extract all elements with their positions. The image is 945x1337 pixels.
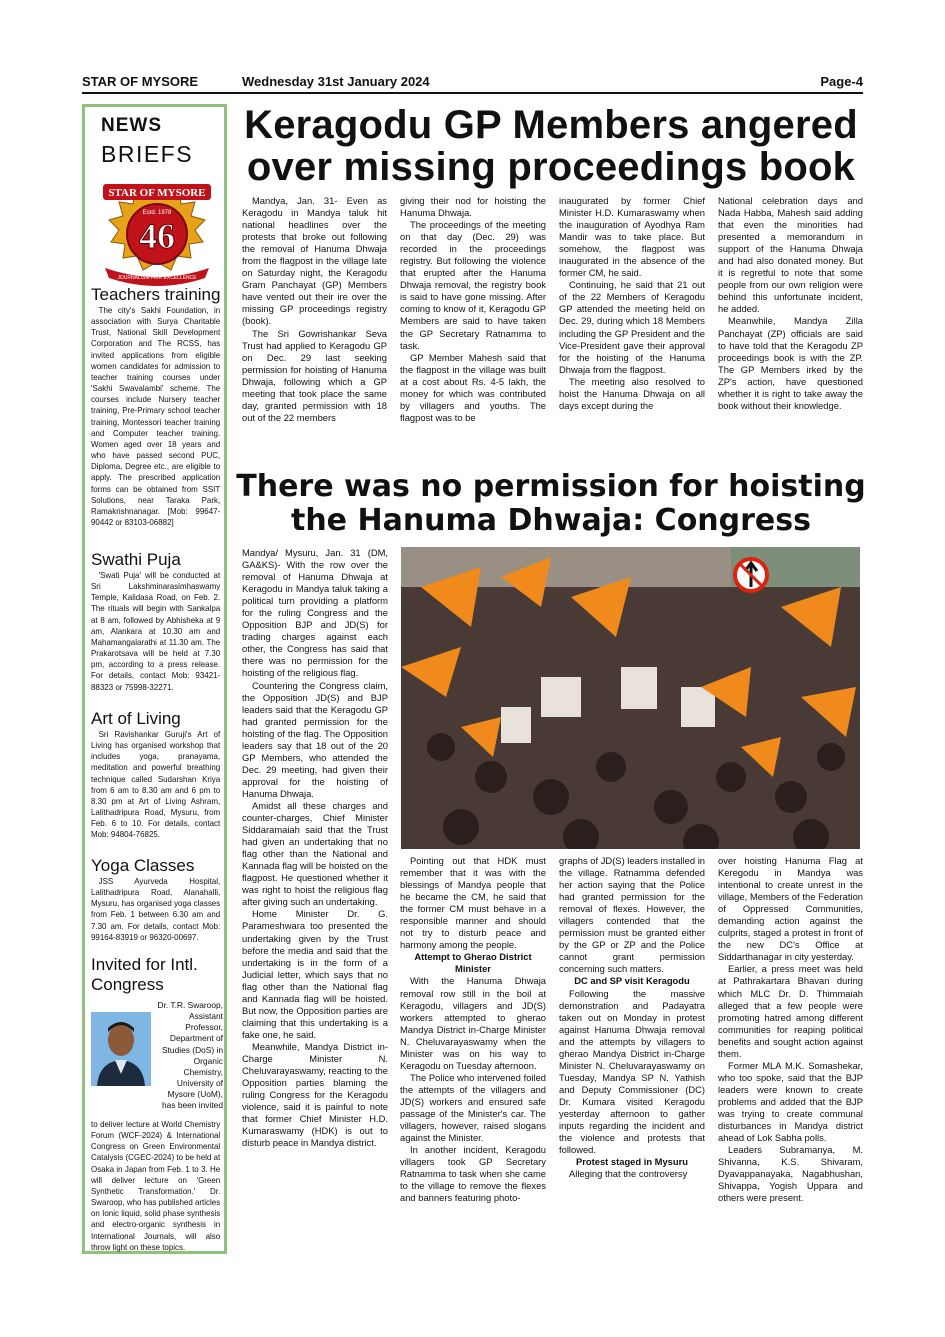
- subheading: DC and SP visit Keragodu: [574, 975, 690, 987]
- portrait-photo: [91, 1012, 151, 1086]
- header-rule: [82, 92, 863, 94]
- brief-heading: Art of Living: [91, 709, 181, 728]
- page-number: Page-4: [820, 74, 863, 89]
- brief-body-top: Dr. T.R. Swaroop, Assistant Professor, Department of Studies (DoS) in Organic Chemistry, University of Mysore (UoM), has been invited: [157, 1000, 223, 1111]
- paragraph: graphs of JD(S) leaders installed in the village. Ratnamma defended her action saying that the Police had granted permission for the removal of flexes. However, the villagers contended that the permission must be granted either by the GP or ZP and the Police cannot grant permission concerning such matters.: [559, 855, 705, 975]
- paragraph: GP Member Mahesh said that the flagpost in the village was built at a cost about Rs. 4-5 lakh, the money for which was contributed by villagers and youths. The flagpost was to be: [400, 351, 546, 423]
- paragraph: The Police who intervened foiled the attempts of the villagers and JD(S) workers and ensured safe passage of the Minister's car. The villagers, however, raised slogans against the Minister.: [400, 1071, 546, 1144]
- paragraph: Alleging that the controversy: [569, 1168, 688, 1180]
- brief-swathi-puja: [91, 550, 221, 693]
- paragraph: inaugurated by former Chief Minister H.D. Kumaraswamy when the inauguration of Ayodhya Ram Mandir was to take place. But somehow, the flagpost was inaugurated in the absence of the former CM, he said.: [559, 195, 705, 279]
- paragraph: Following the massive demonstration and Padayatra taken out on Monday in protest against Hanuma Dhwaja removal and the attempts by villagers to gherao Mandya District in-Charge Minister N. Cheluvarayaswamy on Tuesday, Mandya SP N. Yathish and Deputy Commissioner (DC) Dr. Kumara visited Keragodu yesterday afternoon to gather inputs regarding the incident and the violence and protests that followed.: [559, 987, 705, 1156]
- story1-column-3: [559, 195, 705, 412]
- story2-headline: [236, 470, 866, 538]
- brief-yoga-classes: [91, 856, 221, 943]
- headline-line: Keragodu GP Members angered: [244, 103, 858, 147]
- brief-art-of-living: [91, 709, 221, 841]
- story1-column-2: [400, 195, 546, 424]
- headline-line: over missing proceedings book: [246, 145, 856, 189]
- emblem-ribbon-text: JOURNALISM FAIR EXCELLENCE: [117, 275, 197, 281]
- paragraph: Leaders Subramanya, M. Shivanna, K.S. Shivaram, Dyavappanayaka, Nagabhushan, Shivappa, Yogish Uppara and others were present.: [718, 1144, 863, 1204]
- story2-column-2: [400, 855, 546, 1204]
- paragraph: National celebration days and Nada Habba, Mahesh said adding that even the minorities had presented a memorandum in support of the Hanuma Dhwaja and had also donated money. But it is regretful to note that some people from our own religion were behind this unfortunate incident, he added.: [718, 195, 863, 315]
- brief-intl-congress: [91, 955, 223, 1252]
- rally-crowd-photo: [401, 547, 860, 849]
- page-header: [82, 74, 863, 92]
- paragraph: The Sri Gowrishankar Seva Trust had applied to Keragodu GP on Dec. 29 last seeking permission for hoisting of Hanuma Dhwaja, following which a GP meeting that took place the same day, granted permission with 18 out of the 22 members: [242, 327, 387, 423]
- briefs-title-bottom: BRIEFS: [101, 141, 194, 167]
- masthead-name: STAR OF MYSORE: [82, 74, 199, 89]
- brief-body: to deliver lecture at World Chemistry Forum (WCF-2024) & International Congress on Green Environmental Catalysis (CGEC-2024) to be held at Osaka in Japan from Feb. 1 to 3. He will deliver lecture on 'Green Synthetic Transformation.' Dr. Swaroop, who has published articles on Ionic liquid, solid phase synthesis and electro-organic synthesis in International Journals, will also throw light on these topics.: [91, 1119, 221, 1252]
- news-briefs-sidebar: [82, 104, 227, 1254]
- paragraph: Mandya/ Mysuru, Jan. 31 (DM, GA&KS)- With the row over the removal of Hanuma Dhwaja at Keragodu in Mandya taluk taking a political turn providing a platform for the ruling Congress and the Opposition BJP and JD(S) for trading charges against each other, the Congress has said that there was no permission for the hoisting of the religious flag.: [242, 547, 388, 679]
- anniversary-emblem-icon: [93, 182, 221, 292]
- emblem-estd-text: Estd. 1978: [142, 210, 172, 216]
- emblem-top-text: STAR OF MYSORE: [108, 187, 206, 199]
- brief-body: JSS Ayurveda Hospital, Lalithadripura Road, Alanahalli, Mysuru, has organised yoga classes from Feb. 1 between 6.30 am and 7.30 am. For details, contact Mob: 99164-83919 or 96320-00697.: [91, 876, 221, 942]
- emblem-number: 46: [139, 216, 175, 256]
- paragraph: Pointing out that HDK must remember that it was with the blessings of Mandya people that he became the CM, he said that the former CM must behave in a responsible manner and should not try to disturb peace and harmony among the people.: [400, 855, 546, 951]
- brief-body: Sri Ravishankar Guruji's Art of Living has organised workshop that includes yoga, pranayama, meditation and powerful breathing technique called Sudarshan Kriya from 6 am to 8.30 am and 6 pm to 8.30 pm at Art of Living Ashram, Lalithadripura Road, Mysuru, from Feb. 6 to 10. For details, contact Mob: 94804-76825.: [91, 729, 221, 840]
- briefs-title-top: NEWS: [101, 115, 162, 136]
- paragraph: giving their nod for hoisting the Hanuma Dhwaja.: [400, 195, 546, 219]
- paragraph: Home Minister Dr. G. Parameshwara too presented the undertaking given by the Trust before the media and said that the undertaking is in the form of a Judicial letter, which says that no flag other than the National flag and Kannada flag will be hoisted. But now, the Opposition parties are claiming that this undertaking is a fake one, he said.: [242, 908, 388, 1040]
- brief-heading: Yoga Classes: [91, 856, 195, 875]
- paragraph: With the Hanuma Dhwaja removal row still in the boil at Keragodu, villagers and JD(S) workers attempted to gherao Mandya District in-Charge Minister N. Cheluvarayaswamy when the Minister was on his way to Keragodu on Tuesday afternoon.: [400, 975, 546, 1071]
- story1-headline: [236, 104, 866, 188]
- paragraph: Earlier, a press meet was held at Pathrakartara Bhavan during which MLC Dr. D. Thimmaiah alleged that a few people were promoting hatred among different communities for reaping political benefits and sought action against them.: [718, 963, 863, 1059]
- subheading: Attempt to Gherao District Minister: [414, 951, 532, 975]
- story2-column-1: [242, 547, 388, 1149]
- paragraph: Amidst all these charges and counter-charges, Chief Minister Siddaramaiah said that the Trust had given an undertaking that no flag other than the National and Kannada flag will be hoisted on the flagpost. He questioned whether it was right to hoist the religious flag after giving such an undertaking.: [242, 799, 388, 908]
- story1-column-4: [718, 195, 863, 412]
- brief-heading: Invited for Intl. Congress: [91, 955, 198, 994]
- paragraph: Countering the Congress claim, the Opposition JD(S) and BJP leaders said that the Keragodu GP had granted permission for the hoisting of the flag. The Opposition leaders say that 18 out of the 20 GP Members, who attended the Dec. 29 meeting, had given their approval for the hoisting of Hanuma Dhwaja.: [242, 679, 388, 799]
- paragraph: Mandya, Jan. 31- Even as Keragodu in Mandya taluk hit national headlines over the protests that broke out following the removal of Hanuma Dhwaja from the flagpost in the village late on Saturday night, the Keragodu Gram Panchayat (GP) Members have vented out their ire over the missing GP proceedings registry (book).: [242, 195, 387, 327]
- brief-teachers-training: [91, 285, 221, 528]
- brief-heading: Teachers training: [91, 285, 221, 304]
- brief-body: The city's Sakhi Foundation, in association with Surya Charitable Trust, National Skill Development Corporation and The RCSS, has invited applications from eligible women candidates for admission to teacher training courses under 'Sakhi Swavalambi' scheme. The courses include Nursery teacher training, Pre-Primary school teacher training, Montessori teacher training and Computer teacher training. Women aged over 18 years and who have passed second PUC, Diploma, Degree etc., are eligible to apply. The prescribed application forms can be obtained from SSIT Solutions, near Taraka Park, Ramakrishnanagar. [Mob: 99647-90442 or 83103-06882]: [91, 305, 221, 527]
- paragraph: Meanwhile, Mandya Zilla Panchayat (ZP) officials are said to have told that the Keragodu ZP proceedings book is with the ZP. The GP Members irked by the ZP's action, have questioned whether it is right to take away the book without their knowledge.: [718, 315, 863, 411]
- brief-heading: Swathi Puja: [91, 550, 181, 569]
- story2-column-4: [718, 855, 863, 1204]
- story1-column-1: [242, 195, 387, 424]
- issue-date: Wednesday 31st January 2024: [242, 74, 430, 89]
- story2-column-3: [559, 855, 705, 1180]
- paragraph: The proceedings of the meeting on that day (Dec. 29) was recorded in the proceedings registry. But following the violence that erupted after the Hanuma Dhwaja removal, the registry book is said to have gone missing. After coming to know of it, Keragodu GP Members are said to have taken the GP Secretary Ratnamma to task.: [400, 219, 546, 351]
- paragraph: Former MLA M.K. Somashekar, who too spoke, said that the BJP leaders were known to create problems and added that the BJP was trying to create communal disturbances in Mandya district ahead of Lok Sabha polls.: [718, 1059, 863, 1144]
- subheading: Protest staged in Mysuru: [575, 1156, 688, 1168]
- paragraph: Continuing, he said that 21 out of the 22 Members of Keragodu GP attended the meeting held on Dec. 29, during which 18 Members including the GP President and the Vice-President gave their approval for the hoisting of the Hanuma Dhwaja from the flagpost.: [559, 279, 705, 375]
- paragraph: In another incident, Keragodu villagers took GP Secretary Ratnamma to task when she came to the village to remove the flexes and banners featuring photo-: [400, 1144, 546, 1204]
- headline-line: There was no permission for hoisting: [236, 469, 866, 504]
- headline-line: the Hanuma Dhwaja: Congress: [290, 503, 811, 538]
- brief-body: 'Swati Puja' will be conducted at Sri Lakshminarasimhaswamy Temple, Kalidasa Road, on Feb. 2. The rituals will begin with Sankalpa at 8 am, followed by Abhisheka at 9 am, Alankara at 10.30 am and Mahamangalarathi at 11.30 am. The Prakarotsava will be held at 7.30 pm, according to a press release. For details, contact Mob: 93421-88323 or 75998-32271.: [91, 570, 221, 692]
- paragraph: over hoisting Hanuma Flag at Keregodu in Mandya was intentional to create unrest in the village, Members of the Federation of Oppressed Communities, demanding action against the culprits, staged a protest in front of the new DC's Office at Siddarthanagar in city yesterday.: [718, 855, 863, 963]
- paragraph: Meanwhile, Mandya District in-Charge Minister N. Cheluvarayaswamy, reacting to the Opposition parties blaming the ruling Congress for the Keragodu violence, said it is painful to note that former Chief Minister H.D. Kumaraswamy (HDK) is out to disturb peace in Mandya district.: [242, 1040, 388, 1149]
- paragraph: The meeting also resolved to hoist the Hanuma Dhwaja on all days except during the: [559, 375, 705, 411]
